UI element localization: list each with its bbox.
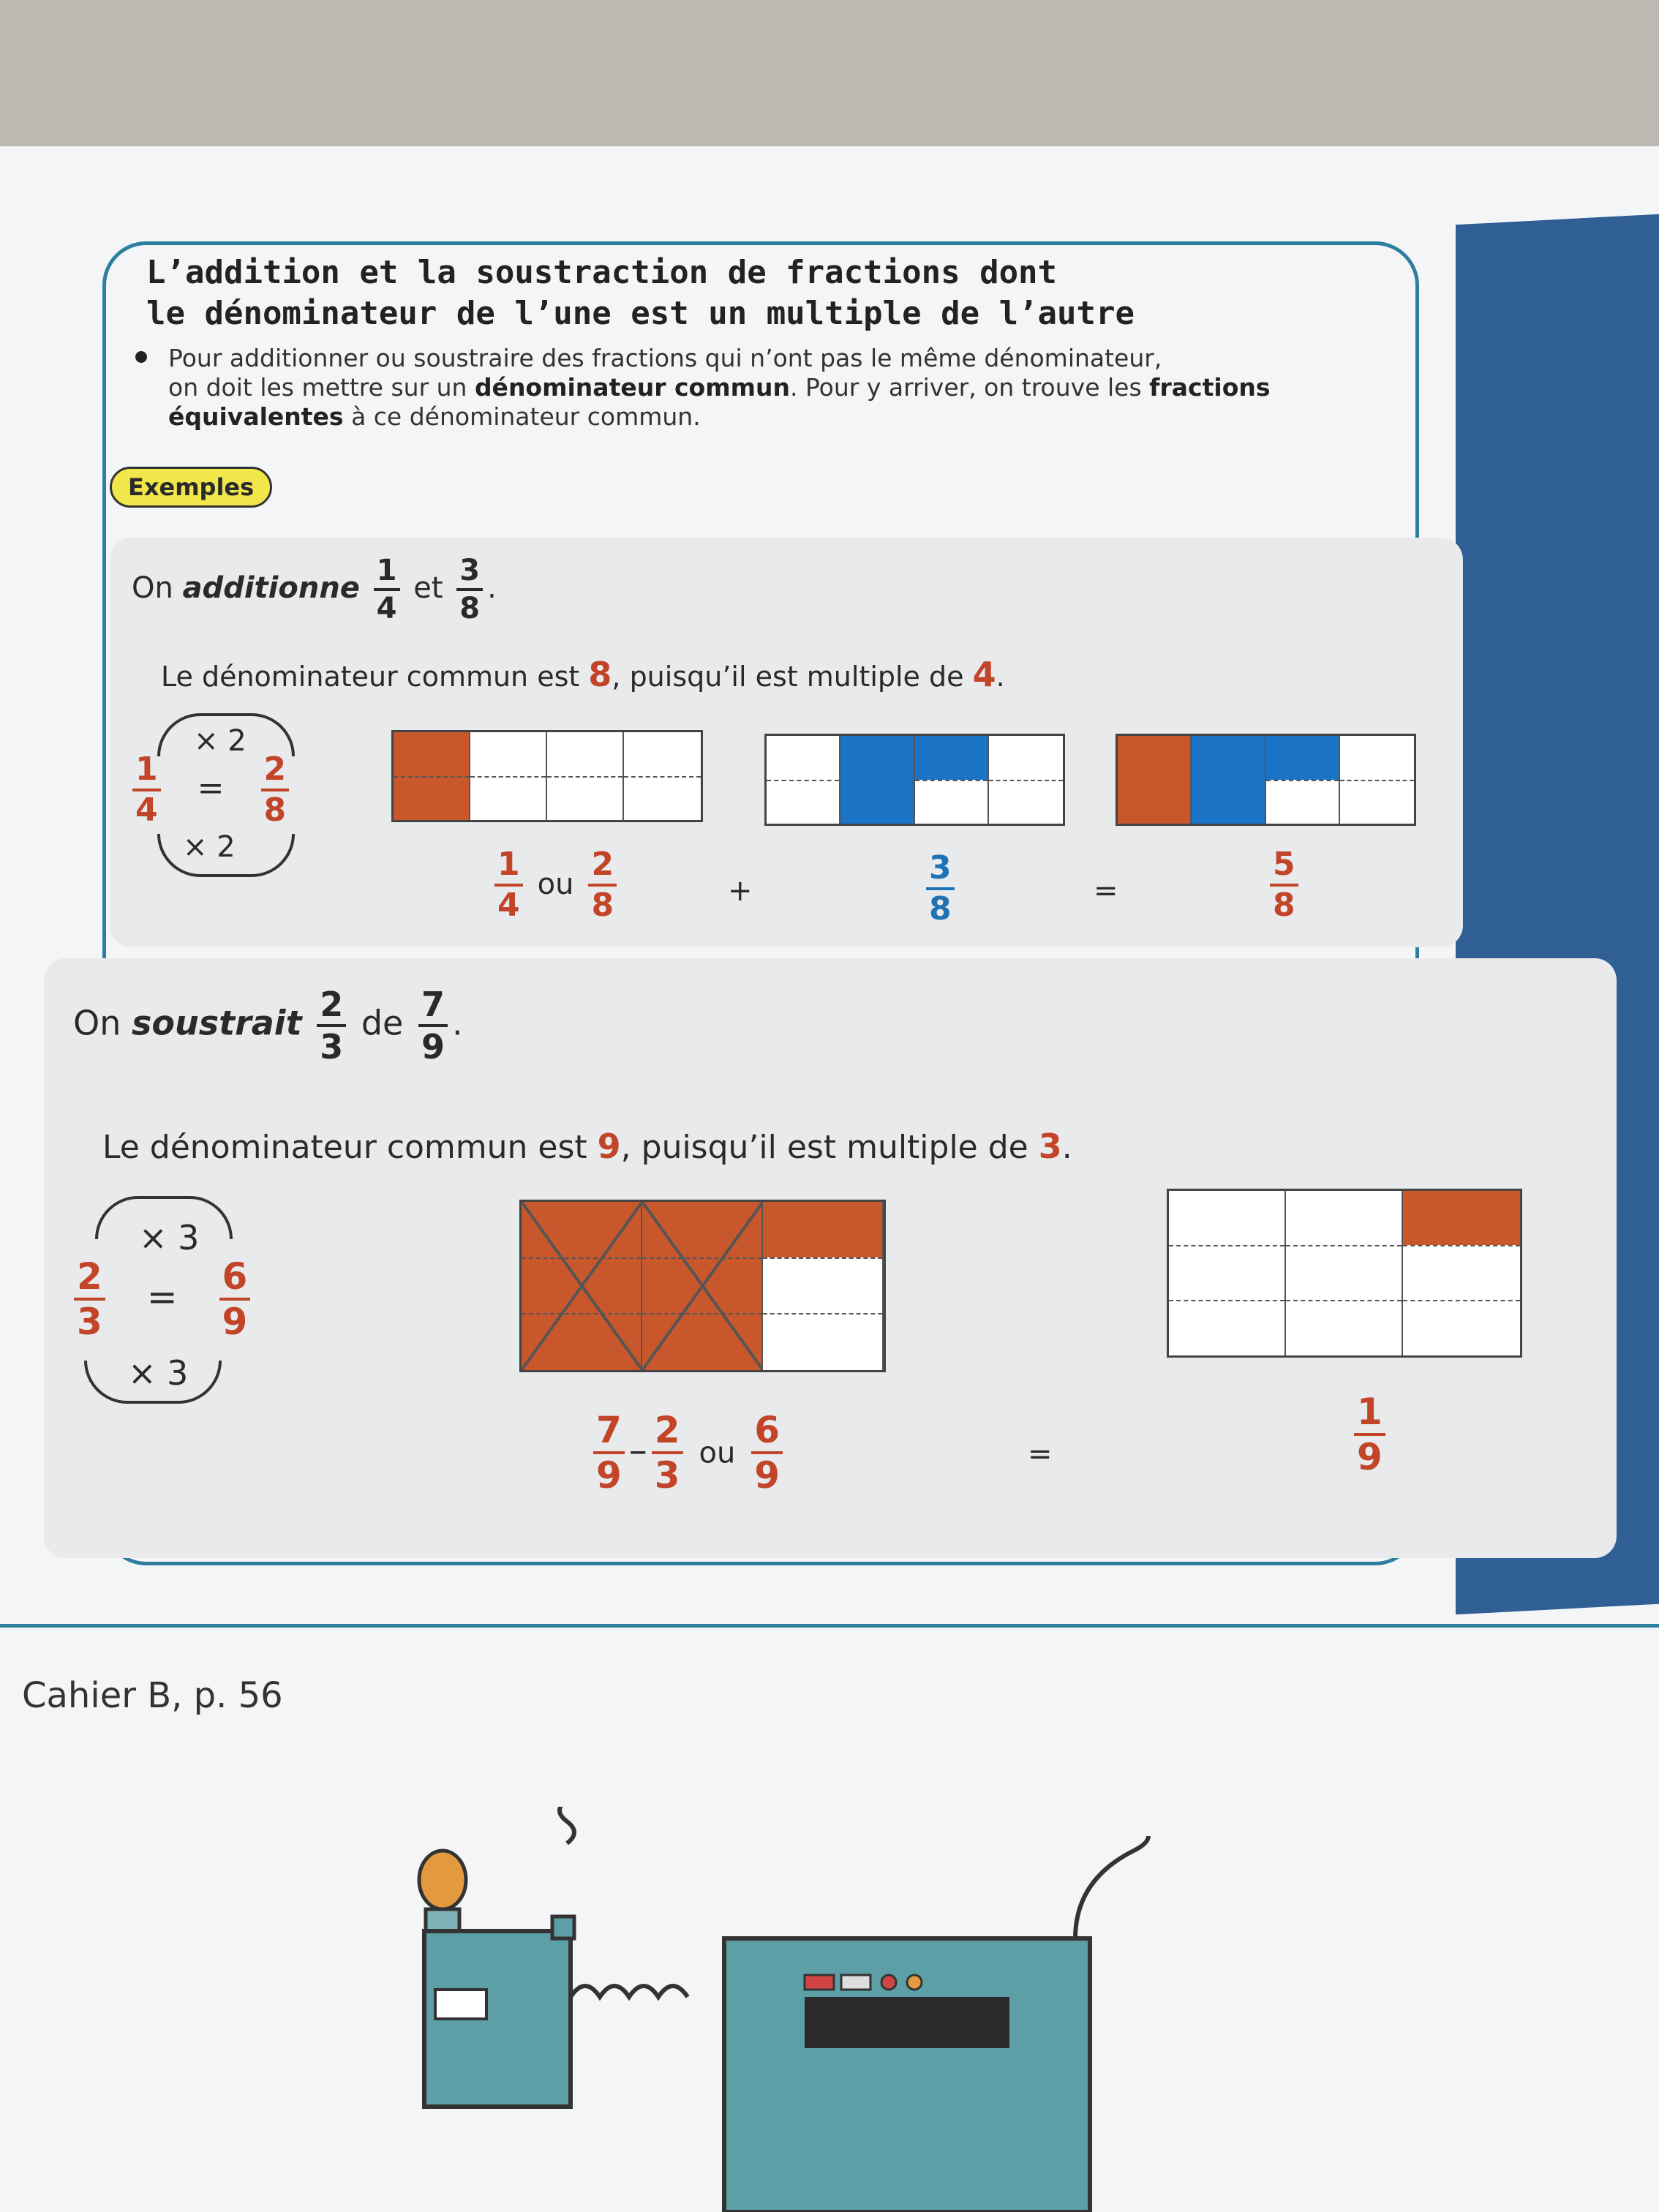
spring-antenna-right [1075,1836,1148,1938]
examples-badge: Exemples [110,467,272,508]
rule-line-3: équivalentes à ce dénominateur commun. [168,402,701,431]
lesson-title [146,252,1390,334]
bar-one-quarter [391,730,703,822]
multiplier-bottom: × 2 [183,830,236,864]
cross-out-marks [522,1202,763,1370]
title-line-1: L’addition et la soustraction de fractions dont [146,254,1058,291]
multiplier-top: × 2 [194,724,247,758]
bar-seven-ninths [519,1200,886,1372]
subtraction-intro: On soustrait $\frac{2}{3}$ de $\frac{7}{9}$ . [73,985,463,1066]
rule-line-2: on doit les mettre sur un dénominateur commun. Pour y arriver, on trouve les fractions [168,373,1271,402]
display-screen [805,1997,1009,2048]
addition-intro: On additionne $\frac{1}{4}$ et $\frac{3}{8}$ . [132,554,497,625]
bar-one-ninth [1167,1189,1522,1358]
title-line-2: le dénominateur de l’une est un multiple de l’autre [146,295,1135,332]
equals-sign-2: = [1028,1437,1053,1471]
rule-line-1: Pour additionner ou soustraire des fractions qui n’ont pas le même dénominateur, [168,344,1162,372]
caption-1-4-or-2-8: $\frac{1}{4}$ ou $\frac{2}{8}$ [490,849,621,922]
lightbulb-icon [419,1851,466,1909]
subtraction-caption: $\frac{7}{9}$ – $\frac{2}{3}$ ou $\frac{6}{9}$ [589,1412,787,1494]
equiv-2-3-6-9: $\frac{2}{3}$ = $\frac{6}{9}$ [69,1258,255,1340]
result-1-9: $\frac{1}{9}$ [1350,1393,1390,1475]
equals-sign: = [1094,874,1118,908]
subtraction-common-line: Le dénominateur commun est 9, puisqu’il est multiple de 3. [102,1126,1072,1166]
spring-antenna-left [560,1807,574,1843]
multiplier-bottom-2: × 3 [128,1353,189,1393]
equiv-1-4-2-8: $\frac{1}{4}$ = $\frac{2}{8}$ [128,753,293,827]
plus-sign: + [728,874,753,908]
footer-rule [0,1624,1659,1628]
machine-illustration [410,1807,1178,2212]
addition-common-line: Le dénominateur commun est 8, puisqu’il est multiple de 4. [161,655,1005,694]
rule-paragraph [168,344,1375,432]
bar-five-eighths [1116,734,1416,826]
caption-5-8: $\frac{5}{8}$ [1265,849,1303,922]
spring-connector [571,1986,688,1997]
bar-three-eighths [764,734,1065,826]
caption-3-8: $\frac{3}{8}$ [922,852,959,925]
multiplier-top-2: × 3 [139,1218,200,1257]
workbook-reference: Cahier B, p. 56 [22,1675,283,1716]
bullet-icon [135,351,147,363]
